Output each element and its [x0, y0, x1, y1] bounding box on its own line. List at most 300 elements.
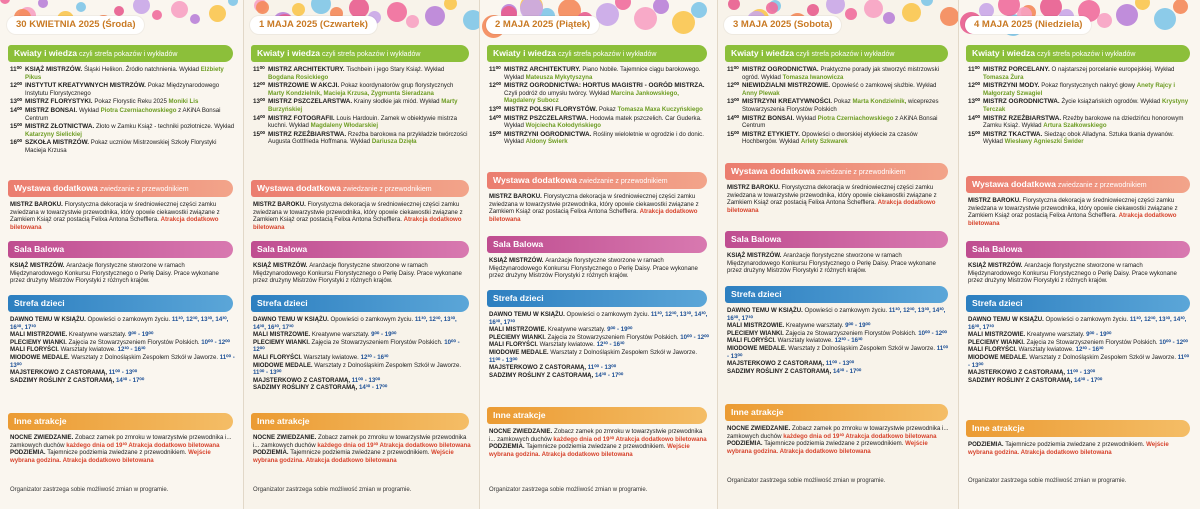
- event-name: SADZIMY ROŚLINY Z CASTORAMĄ,: [253, 384, 359, 392]
- event-name: MIODOWE MEDALE.: [253, 361, 315, 369]
- event-name: KSIĄŻ MISTRZÓW.: [25, 66, 84, 73]
- event-hours: 11⁰⁰ - 13⁰⁰: [108, 369, 138, 377]
- kids-item: [727, 307, 950, 322]
- section-header-wystawa: [251, 180, 469, 197]
- day-date: 1 MAJA 2025 (Czwartek): [250, 16, 377, 34]
- flower-icon: [1116, 4, 1138, 26]
- event-time: 14⁰⁰: [253, 114, 266, 122]
- section-header-dzieci: [487, 290, 707, 307]
- event-time: 11⁰⁰: [10, 66, 22, 73]
- event-time: 14⁰⁰: [10, 106, 23, 114]
- ticket-note: Wejście wybrana godzina. Atrakcja dodatkowo biletowana: [489, 443, 690, 458]
- flower-icon: [883, 12, 895, 24]
- event-hours: 9⁰⁰ - 19⁰⁰: [371, 331, 397, 339]
- section-header-sala: [966, 241, 1190, 258]
- event-hours: 11⁰⁰ - 13⁰⁰: [727, 344, 949, 360]
- section-subtitle: czyli strefa pokazów i wykładów: [320, 51, 421, 58]
- kids-item: [10, 346, 235, 354]
- kids-item: [968, 369, 1192, 377]
- ballroom-text: [727, 252, 950, 275]
- lecture-item: [727, 66, 950, 81]
- event-name: KSIĄŻ MISTRZÓW.: [253, 262, 310, 269]
- event-description: Opowieści o dworskiej etykiecie za czasów Hochbergów. Wykład: [742, 130, 918, 146]
- lecture-item: [10, 123, 235, 138]
- event-description: Zajęcia ze Stowarzyszeniem Florystów Polskich.: [547, 333, 681, 341]
- other-item: [968, 441, 1192, 456]
- event-description: Tajemnicze podziemia zwiedzane z przewodnikiem.: [764, 440, 906, 448]
- event-description: Czyli podróż do umysłu twórcy. Wykład: [504, 89, 611, 97]
- event-name: MIODOWE MEDALE.: [968, 353, 1030, 361]
- event-time: 12⁰⁰: [968, 82, 981, 90]
- event-name: MISTRZ BAROKU.: [489, 193, 544, 200]
- lectures-list: [10, 66, 235, 156]
- flower-icon: [425, 6, 445, 26]
- lecturer-name: Piotra Czerniachowskiego: [817, 114, 894, 122]
- flower-icon: [902, 3, 921, 22]
- event-name: MALI FLORYŚCI.: [968, 346, 1019, 354]
- section-title: Wystawa dodatkowa: [731, 166, 815, 176]
- event-description: Hodowla matek pszczelich. Car Guderka. Wykład: [504, 114, 702, 130]
- event-description: Kreatywne warsztaty.: [785, 322, 846, 330]
- event-name: INSTYTUT KREATYWNYCH MISTRZÓW.: [25, 82, 148, 90]
- event-name: MISTRZ FLORYSTYKI.: [25, 98, 95, 106]
- event-name: DAWNO TEMU W KSIĄŻU.: [253, 316, 331, 323]
- kids-item: [727, 330, 950, 338]
- event-description: Zajęcia ze Stowarzyszeniem Florystów Polskich.: [68, 338, 202, 346]
- lecture-item: [489, 131, 709, 146]
- event-description: Tajemnicze podziemia zwiedzane z przewodnikiem.: [526, 443, 668, 451]
- flower-icon: [76, 2, 86, 12]
- event-hours: 11⁰⁰ - 13⁰⁰: [825, 360, 855, 368]
- kids-item: [253, 339, 471, 354]
- kids-item: [489, 372, 709, 380]
- lecture-item: [10, 107, 235, 122]
- section-title: Sala Balowa: [731, 234, 782, 244]
- lecturer-name: Marty Kondzielnik, Macieja Krzusa, Zygmunta Sieradzana: [268, 89, 434, 97]
- flower-icon: [1173, 0, 1188, 14]
- ticket-note: Atrakcja dodatkowo biletowana: [489, 208, 698, 223]
- kids-item: [727, 322, 950, 330]
- event-name: MISTRZ PSZCZELARSTWA.: [268, 98, 354, 106]
- kids-item: [10, 331, 235, 339]
- event-time: 15⁰⁰: [489, 130, 502, 138]
- flower-icon: [0, 0, 10, 4]
- flower-icon: [133, 0, 150, 14]
- lectures-list: [489, 66, 709, 147]
- flower-icon: [171, 1, 188, 18]
- other-item: [10, 434, 235, 449]
- kids-list: [968, 316, 1192, 384]
- event-description: Kreatywne warsztaty.: [1026, 331, 1087, 339]
- ticket-note: Atrakcja dodatkowo biletowana: [845, 432, 937, 440]
- event-description: Louis Hardouin. Zamek w obiektywie mistrza kuchni. Wykład: [268, 114, 457, 130]
- event-hours: 11³⁰, 12³⁰, 13³⁰, 14³⁰, 16³⁰, 17³⁰: [253, 316, 457, 331]
- event-name: MISTRZ ETYKIETY.: [742, 130, 802, 138]
- kids-item: [489, 311, 709, 326]
- kids-item: [489, 364, 709, 372]
- section-subtitle: zwiedzanie z przewodnikiem: [97, 186, 189, 193]
- event-name: MALI MISTRZOWIE.: [253, 331, 312, 339]
- event-time: 13⁰⁰: [253, 98, 266, 106]
- event-name: KSIĄŻ MISTRZÓW.: [489, 257, 546, 264]
- lecturer-name: Krystyny Terczak: [983, 98, 1189, 113]
- ticket-note: Atrakcja dodatkowo biletowana: [615, 435, 707, 443]
- event-name: DAWNO TEMU W KSIĄŻU.: [10, 316, 88, 323]
- event-description: Pokaz uczniów Mistrzowskiej Szkoły Florystyki Macieja Krzusa: [25, 139, 217, 154]
- flower-icon: [845, 8, 857, 20]
- event-time: 11⁰⁰: [253, 66, 265, 73]
- day-column: [0, 0, 243, 509]
- kids-item: [727, 368, 950, 376]
- flower-icon: [311, 0, 331, 14]
- other-item: [253, 449, 471, 464]
- flower-icon: [940, 7, 958, 26]
- ticket-note: Wejście wybrana godzina. Atrakcja dodatkowo biletowana: [968, 441, 1169, 456]
- lecturer-name: Marcina Jankowskiego, Magdaleny Subocz: [504, 89, 679, 105]
- kids-item: [968, 346, 1192, 354]
- lecture-item: [968, 82, 1192, 97]
- event-description: Pokaz: [833, 98, 853, 106]
- event-description: Rzeźba barokowa na przykładzie twórczości Augusta Gottfrieda Hoffmana. Wykład: [268, 130, 468, 146]
- event-description: Tajemnicze podziemia zwiedzane z przewodnikiem.: [1005, 441, 1147, 448]
- event-hours: 11⁰⁰ - 13⁰⁰: [10, 353, 235, 369]
- event-name: MISTRZYNI KREATYWNOŚCI.: [742, 98, 834, 106]
- kids-list: [253, 316, 471, 392]
- ticket-note: Wejście wybrana godzina. Atrakcja dodatkowo biletowana: [727, 440, 928, 455]
- event-name: SADZIMY ROŚLINY Z CASTORAMĄ,: [10, 376, 116, 384]
- kids-item: [10, 339, 235, 347]
- kids-item: [727, 360, 950, 368]
- kids-item: [489, 326, 709, 334]
- event-description: Tischbein i jego Stary Książ. Wykład: [346, 66, 445, 73]
- event-name: MISTRZ BAROKU.: [968, 197, 1023, 204]
- event-name: KSIĄŻ MISTRZÓW.: [968, 262, 1025, 269]
- event-hours: 10⁰⁰ - 12⁰⁰: [918, 329, 947, 337]
- section-header-sala: [487, 236, 707, 253]
- event-name: MALI MISTRZOWIE.: [727, 322, 786, 330]
- flower-icon: [38, 0, 48, 8]
- kids-list: [489, 311, 709, 379]
- section-subtitle: zwiedzanie z przewodnikiem: [814, 169, 906, 176]
- flower-icon: [766, 2, 778, 14]
- section-title: Inne atrakcje: [972, 423, 1025, 433]
- event-description: Zobacz zamek po zmroku w towarzystwie przewodnika i... zamkowych duchów: [727, 425, 949, 440]
- column-divider: [958, 0, 959, 509]
- lecturer-name: Aldony Świerk: [525, 138, 568, 146]
- event-description: Rzeźby barokowe na dziedzińcu honorowym Zamku Książ. Wykład: [983, 114, 1184, 130]
- section-title: Kwiaty i wiedza: [493, 48, 557, 58]
- kids-item: [253, 384, 471, 392]
- event-name: MIODOWE MEDALE.: [727, 344, 789, 352]
- flower-icon: [691, 2, 707, 18]
- other-item: [489, 428, 709, 443]
- event-name: NOCNE ZWIEDZANIE.: [727, 425, 792, 432]
- event-description: Piano Nobile. Tajemnice ciągu barokowego. Wykład: [504, 66, 701, 81]
- event-name: MALI MISTRZOWIE.: [10, 331, 69, 339]
- lecturer-name: Wiesławy Agnieszki Świder: [1004, 138, 1084, 146]
- event-name: PODZIEMIA.: [10, 449, 48, 457]
- event-name: MISTRZ POLSKI FLORYSTÓW.: [504, 105, 599, 113]
- event-hours: 11³⁰, 12³⁰, 13³⁰, 14³⁰, 16³⁰, 17³⁰: [10, 316, 229, 331]
- other-item: [253, 434, 471, 449]
- event-name: MIODOWE MEDALE.: [10, 353, 72, 361]
- section-title: Sala Balowa: [14, 244, 65, 254]
- organizer-note: Organizator zastrzega sobie możliwość zmian w programie.: [489, 487, 648, 493]
- section-title: Sala Balowa: [493, 239, 544, 249]
- flower-icon: [1135, 0, 1150, 10]
- event-description: Opowieści o zamkowym życiu.: [566, 311, 651, 318]
- kids-item: [489, 341, 709, 349]
- flower-icon: [292, 3, 305, 16]
- event-name: MISTRZ PSZCZELARSTWA.: [504, 114, 590, 122]
- kids-list: [10, 316, 235, 384]
- event-description: Kreatywne warsztaty.: [311, 331, 372, 339]
- section-title: Strefa dzieci: [257, 298, 308, 308]
- lecturer-name: Marta Kondzielnik,: [852, 98, 907, 106]
- event-hours: 14³⁰ - 17⁰⁰: [594, 371, 624, 379]
- lecture-item: [253, 131, 471, 146]
- event-time: 13⁰⁰: [10, 98, 23, 106]
- section-title: Kwiaty i wiedza: [972, 48, 1036, 58]
- section-header-inne: [251, 413, 469, 430]
- event-time: 12⁰⁰: [489, 82, 502, 90]
- event-description: Aranżacje florystyczne stworzone w ramach Międzynarodowego Konkursu Florystycznego o Perłę Daisy. Prace wykonane przez drużyny Mistrzów Florystyki z różnych krajów.: [253, 262, 462, 285]
- section-title: Strefa dzieci: [731, 289, 782, 299]
- flower-icon: [406, 15, 419, 28]
- event-description: Pokaz florystycznych nakryć głowy: [1041, 82, 1137, 90]
- event-description: Rośliny wieloletnie w ogrodzie i do donic. Wykład: [504, 130, 704, 146]
- lecture-item: [10, 139, 235, 154]
- day-date: 2 MAJA 2025 (Piątek): [486, 16, 599, 34]
- flower-icon: [190, 14, 200, 24]
- lecture-item: [968, 98, 1192, 113]
- section-header-dzieci: [8, 295, 233, 312]
- kids-item: [968, 354, 1192, 369]
- event-time: 16⁰⁰: [10, 139, 23, 147]
- event-description: Pokaz koordynatorów grup florystycznych: [340, 82, 454, 90]
- event-hours: 10⁰⁰ - 12⁰⁰: [201, 338, 230, 346]
- event-name: MISTRZ FOTOGRAFII.: [268, 114, 337, 122]
- event-description: Życie książańskich ogrodów. Wykład: [1061, 98, 1163, 106]
- event-name: MISTRZ BAROKU.: [10, 201, 65, 208]
- event-description: Kreatywne warsztaty.: [68, 331, 129, 339]
- column-divider: [717, 0, 718, 509]
- flower-icon: [826, 0, 845, 14]
- event-time: 15⁰⁰: [727, 130, 740, 138]
- kids-item: [253, 362, 471, 377]
- event-name: MISTRZ RZEŹBIARSTWA.: [983, 114, 1063, 122]
- ticket-note: Atrakcja dodatkowo biletowana: [128, 441, 220, 449]
- event-name: MISTRZ BONSAI.: [742, 114, 796, 122]
- event-time-note: każdego dnia od 19³⁰: [317, 441, 380, 449]
- kids-item: [253, 354, 471, 362]
- flower-icon: [114, 6, 124, 16]
- flower-icon: [728, 0, 740, 10]
- lecturer-name: Artura Szałkowskiego: [1043, 122, 1107, 130]
- flower-icon: [615, 0, 631, 10]
- event-time: 13⁰⁰: [727, 98, 740, 106]
- event-description: Opowieści o zamkowym życiu.: [87, 316, 172, 323]
- event-name: MISTRZYNI OGRODNICTWA.: [504, 130, 594, 138]
- event-hours: 10⁰⁰ - 12⁰⁰: [253, 338, 460, 354]
- event-name: PODZIEMIA.: [253, 449, 291, 457]
- ticket-note: Wejście wybrana godzina. Atrakcja dodatkowo biletowana: [10, 449, 211, 464]
- event-description: Tajemnicze podziemia zwiedzane z przewodnikiem.: [290, 449, 432, 457]
- lecture-item: [253, 115, 471, 130]
- event-name: MISTRZYNI MODY.: [983, 82, 1042, 90]
- lecturer-name: Mateusza Mykytyszyna: [525, 73, 593, 81]
- event-description: Krainy słodkie jak miód. Wykład: [353, 98, 442, 106]
- section-header-kwiaty: [8, 45, 233, 62]
- event-time: 12⁰⁰: [10, 82, 23, 90]
- event-name: MIODOWE MEDALE.: [489, 348, 551, 356]
- lecturer-name: Moniki Lis: [168, 98, 199, 106]
- section-header-inne: [966, 420, 1190, 437]
- ballroom-text: [968, 262, 1192, 285]
- event-hours: 11³⁰, 12³⁰, 13³⁰, 14³⁰, 16³⁰, 17³⁰: [727, 307, 946, 322]
- event-name: MAJSTERKOWO Z CASTORAMĄ,: [968, 369, 1067, 377]
- event-name: MISTRZ PORCELANY.: [983, 66, 1052, 73]
- event-time-note: każdego dnia od 19³⁰: [553, 435, 616, 443]
- event-time: 15⁰⁰: [968, 130, 981, 138]
- event-description: Opowieści o zamkowym życiu.: [1045, 316, 1130, 323]
- section-subtitle: czyli strefa pokazów i wykładów: [556, 51, 657, 58]
- event-description: Zajęcia ze Stowarzyszeniem Florystów Polskich.: [311, 338, 445, 346]
- event-name: MALI FLORYŚCI.: [727, 337, 778, 345]
- column-divider: [479, 0, 480, 509]
- event-hours: 9⁰⁰ - 19⁰⁰: [1086, 331, 1112, 339]
- event-name: MALI FLORYŚCI.: [489, 341, 540, 349]
- event-time-note: każdego dnia od 19³⁰: [783, 432, 846, 440]
- event-name: MALI MISTRZOWIE.: [968, 331, 1027, 339]
- flower-icon: [653, 0, 669, 14]
- other-item: [10, 449, 235, 464]
- event-name: MISTRZ BAROKU.: [253, 201, 308, 208]
- lecture-item: [253, 82, 471, 97]
- lecture-item: [968, 115, 1192, 130]
- section-header-sala: [8, 241, 233, 258]
- event-name: DAWNO TEMU W KSIĄŻU.: [727, 307, 805, 314]
- lecturer-name: Tomasza Maxa Kuczyńskiego: [617, 105, 703, 113]
- exhibition-text: [968, 197, 1192, 227]
- event-name: MISTRZ TKACTWA.: [983, 130, 1045, 138]
- lecturer-name: Dariusza Dzięła: [371, 138, 417, 146]
- event-description: Aranżacje florystyczne stworzone w ramach Międzynarodowego Konkursu Florystycznego o Perłę Daisy. Prace wykonane przez drużyny Mistrzów Florystyki z różnych krajów.: [968, 262, 1177, 285]
- kids-item: [968, 377, 1192, 385]
- section-title: Kwiaty i wiedza: [731, 48, 795, 58]
- event-hours: 9⁰⁰ - 19⁰⁰: [128, 331, 154, 339]
- other-list: [727, 425, 950, 455]
- event-name: MALI FLORYŚCI.: [10, 346, 61, 354]
- event-hours: 11⁰⁰ - 13⁰⁰: [587, 364, 617, 372]
- exhibition-text: [10, 201, 235, 231]
- lecture-item: [968, 131, 1192, 146]
- lecture-item: [968, 66, 1192, 81]
- event-description: O najstarszej porcelanie europejskiej. Wykład: [1051, 66, 1175, 73]
- event-description: Aranżacje florystyczne stworzone w ramach Międzynarodowego Konkursu Florystycznego o Perłę Daisy. Prace wykonane przez drużyny Mistrzów Florystyki z różnych krajów.: [727, 252, 936, 275]
- event-name: PODZIEMIA.: [489, 443, 527, 451]
- ballroom-text: [10, 262, 235, 285]
- flower-icon: [209, 5, 226, 22]
- section-title: Inne atrakcje: [493, 410, 546, 420]
- section-header-sala: [725, 231, 948, 248]
- event-description: Warsztaty z Dolnośląskim Zespołem Szkół w Jaworze.: [314, 361, 462, 369]
- event-name: MISTRZ BONSAI.: [25, 106, 79, 114]
- kids-item: [10, 377, 235, 385]
- event-description: Zajęcia ze Stowarzyszeniem Florystów Polskich.: [785, 329, 919, 337]
- event-description: Praktyczne porady jak stworzyć mistrzowski ogród. Wykład: [742, 66, 939, 81]
- section-header-kwiaty: [725, 45, 948, 62]
- flower-icon: [256, 1, 269, 14]
- lecture-item: [489, 82, 709, 105]
- flower-icon: [1154, 8, 1176, 30]
- event-time: 11⁰⁰: [968, 66, 980, 73]
- lectures-list: [253, 66, 471, 147]
- other-item: [727, 440, 950, 455]
- organizer-note: Organizator zastrzega sobie możliwość zmian w programie.: [10, 487, 169, 493]
- flower-icon: [864, 0, 883, 18]
- kids-item: [489, 349, 709, 364]
- day-date: 30 KWIETNIA 2025 (Środa): [7, 16, 144, 34]
- section-header-inne: [8, 413, 233, 430]
- kids-item: [968, 316, 1192, 331]
- event-description: Florystyczna dekoracja w średniowiecznej części zamku zwiedzana w towarzystwie przewodnika, który opowie ciekawostki związane z Zamkiem Książ oraz postacią Felixa Antona Schefflera.: [10, 201, 220, 224]
- event-description: Warsztaty z Dolnośląskim Zespołem Szkół w Jaworze.: [1029, 353, 1178, 361]
- event-hours: 11⁰⁰ - 13⁰⁰: [351, 376, 381, 384]
- section-header-kwiaty: [487, 45, 707, 62]
- organizer-note: Organizator zastrzega sobie możliwość zmian w programie.: [727, 478, 886, 484]
- other-item: [727, 425, 950, 440]
- flower-icon: [152, 10, 162, 20]
- event-description: Warsztaty kwiatowe.: [777, 337, 835, 345]
- lecture-item: [253, 66, 471, 81]
- section-subtitle: czyli strefa pokazów i wykładów: [77, 51, 178, 58]
- section-subtitle: zwiedzanie z przewodnikiem: [576, 178, 668, 185]
- event-note: wiceprezes Stowarzyszenia Florystów Polskich: [742, 98, 939, 113]
- lecture-item: [727, 82, 950, 97]
- day-column: [958, 0, 1200, 509]
- lecture-item: [727, 115, 950, 130]
- event-note: z AKiNA Bonsai Centrum: [25, 106, 221, 122]
- kids-item: [727, 337, 950, 345]
- event-hours: 11⁰⁰ - 13⁰⁰: [489, 356, 518, 364]
- event-name: MISTRZ ZŁOTNICTWA.: [25, 123, 96, 131]
- day-date: 3 MAJA 2025 (Sobota): [724, 16, 841, 34]
- event-description: Aranżacje florystyczne stworzone w ramach Międzynarodowego Konkursu Florystycznego o Perłę Daisy. Prace wykonane przez drużyny Mistrzów Florystyki z różnych krajów.: [489, 257, 698, 280]
- event-name: MALI FLORYŚCI.: [253, 353, 304, 361]
- section-subtitle: czyli strefa pokazów i wykładów: [794, 51, 895, 58]
- event-name: PLECIEMY WIANKI.: [968, 338, 1027, 346]
- lecture-item: [489, 66, 709, 81]
- event-hours: 12³⁰ - 16³⁰: [596, 341, 625, 349]
- ticket-note: Atrakcja dodatkowo biletowana: [379, 441, 471, 449]
- event-time: 13⁰⁰: [968, 98, 981, 106]
- event-name: NIEWIDZIALNI MISTRZOWIE.: [742, 82, 832, 90]
- day-column: [243, 0, 479, 509]
- kids-item: [968, 339, 1192, 347]
- event-name: MISTRZ ARCHITEKTURY.: [268, 66, 347, 73]
- section-title: Wystawa dodatkowa: [257, 183, 341, 193]
- section-header-kwiaty: [251, 45, 469, 62]
- event-description: Florystyczna dekoracja w średniowiecznej części zamku zwiedzana w towarzystwie przewodnika, który opowie ciekawostki związane z Zamkiem Książ oraz postacią Felixa Antona Schefflera.: [968, 197, 1178, 220]
- event-name: MISTRZ ARCHITEKTURY.: [504, 66, 583, 73]
- other-list: [489, 428, 709, 458]
- flower-icon: [921, 0, 933, 6]
- event-name: MISTRZ OGRODNICTWA: HORTUS MAGISTRI - OGRÓD MISTRZA.: [504, 82, 705, 90]
- section-title: Wystawa dodatkowa: [493, 175, 577, 185]
- lecturer-name: Marty Burzyńskiej: [268, 98, 458, 113]
- lecture-item: [727, 131, 950, 146]
